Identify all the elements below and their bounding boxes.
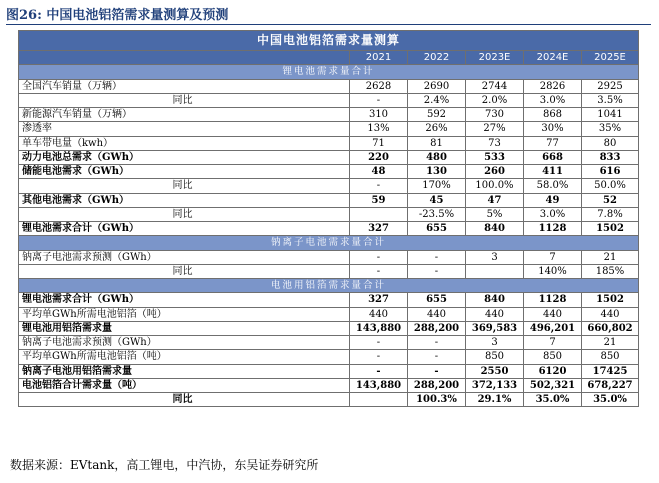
table-cell: -: [408, 364, 466, 378]
table-cell: -: [408, 336, 466, 350]
table-cell: 81: [408, 136, 466, 150]
table-cell: 260: [466, 165, 524, 179]
table-cell: 440: [524, 307, 582, 321]
table-row: [19, 393, 639, 407]
table-cell: 17425: [582, 364, 639, 378]
table-cell: 170%: [408, 179, 466, 193]
table-cell: 592: [408, 108, 466, 122]
table-row: [19, 250, 639, 264]
table-cell: 616: [582, 165, 639, 179]
section-header-row: [19, 236, 639, 250]
table-cell: -: [408, 264, 466, 278]
year-header: 2022: [408, 51, 466, 65]
table-row: [19, 193, 639, 207]
table-cell: -: [350, 264, 408, 278]
row-label: 平均单GWh所需电池铝箔（吨）: [19, 307, 350, 321]
table-cell: [466, 264, 524, 278]
row-label: 新能源汽车销量（万辆）: [19, 108, 350, 122]
table-cell: 220: [350, 150, 408, 164]
year-header-blank: [19, 51, 350, 65]
table-row: [19, 136, 639, 150]
table-cell: 100.0%: [466, 179, 524, 193]
table-cell: 369,583: [466, 321, 524, 335]
table-cell: 143,880: [350, 321, 408, 335]
table-cell: 2550: [466, 364, 524, 378]
year-header: 2024E: [524, 51, 582, 65]
row-label: 平均单GWh所需电池铝箔（吨）: [19, 350, 350, 364]
table-cell: -: [350, 336, 408, 350]
table-cell: 3: [466, 250, 524, 264]
table-row: [19, 307, 639, 321]
section-header-row: [19, 65, 639, 79]
table-cell: 2628: [350, 79, 408, 93]
table-cell: 310: [350, 108, 408, 122]
row-label: 同比: [19, 264, 350, 278]
table-cell: 80: [582, 136, 639, 150]
table-cell: -: [350, 250, 408, 264]
year-header: 2021: [350, 51, 408, 65]
table-cell: 840: [466, 293, 524, 307]
year-header: 2025E: [582, 51, 639, 65]
table-row: [19, 336, 639, 350]
table-cell: 35%: [582, 122, 639, 136]
table-cell: 3.0%: [524, 93, 582, 107]
table-cell: 29.1%: [466, 393, 524, 407]
row-label: 同比: [19, 179, 350, 193]
forecast-table: [18, 30, 639, 407]
table-cell: 26%: [408, 122, 466, 136]
table-cell: 1041: [582, 108, 639, 122]
table-cell: 58.0%: [524, 179, 582, 193]
table-row: [19, 293, 639, 307]
table-row: [19, 179, 639, 193]
table-cell: 52: [582, 193, 639, 207]
table-cell: 840: [466, 222, 524, 236]
row-label: 电池铝箔合计需求量（吨）: [19, 378, 350, 392]
table-cell: 21: [582, 336, 639, 350]
table-cell: 2925: [582, 79, 639, 93]
table-cell: 288,200: [408, 378, 466, 392]
year-header-row: [19, 51, 639, 65]
table-row: [19, 264, 639, 278]
table-cell: 327: [350, 222, 408, 236]
section-header-row: [19, 279, 639, 293]
table-cell: [350, 393, 408, 407]
row-label: 同比: [19, 207, 350, 221]
table-cell: 48: [350, 165, 408, 179]
table-cell: 2.4%: [408, 93, 466, 107]
table-row: [19, 207, 639, 221]
row-label: 锂电池用铝箔需求量: [19, 321, 350, 335]
table-row: [19, 378, 639, 392]
table-cell: 130: [408, 165, 466, 179]
table-row: [19, 321, 639, 335]
table-cell: 868: [524, 108, 582, 122]
year-header: 2023E: [466, 51, 524, 65]
table-cell: 7: [524, 336, 582, 350]
table-row: [19, 165, 639, 179]
table-cell: 7.8%: [582, 207, 639, 221]
figure-title: 图26: 中国电池铝箔需求量测算及预测: [6, 8, 229, 23]
section-header: 电池用铝箔需求量合计: [19, 279, 639, 293]
row-label: 锂电池需求合计（GWh）: [19, 222, 350, 236]
row-label: 储能电池需求（GWh）: [19, 165, 350, 179]
table-cell: 6120: [524, 364, 582, 378]
table-cell: 5%: [466, 207, 524, 221]
table-cell: -: [350, 93, 408, 107]
table-cell: 850: [524, 350, 582, 364]
table-cell: 3.0%: [524, 207, 582, 221]
table-cell: 50.0%: [582, 179, 639, 193]
section-header: 钠离子电池需求量合计: [19, 236, 639, 250]
table-cell: 2.0%: [466, 93, 524, 107]
table-cell: -: [408, 350, 466, 364]
table-cell: 7: [524, 250, 582, 264]
row-label: 钠离子电池需求预测（GWh）: [19, 250, 350, 264]
table-cell: 655: [408, 293, 466, 307]
table-cell: 533: [466, 150, 524, 164]
table-cell: -: [408, 250, 466, 264]
table-cell: 3.5%: [582, 93, 639, 107]
table-cell: 660,802: [582, 321, 639, 335]
table-cell: 327: [350, 293, 408, 307]
table-cell: 288,200: [408, 321, 466, 335]
table-cell: 440: [408, 307, 466, 321]
table-cell: 1502: [582, 293, 639, 307]
table-cell: 21: [582, 250, 639, 264]
row-label: 全国汽车销量（万辆）: [19, 79, 350, 93]
title-divider: [6, 24, 651, 25]
table-cell: -23.5%: [408, 207, 466, 221]
row-label: 锂电池需求合计（GWh）: [19, 293, 350, 307]
row-label: 动力电池总需求（GWh）: [19, 150, 350, 164]
table-cell: -: [350, 350, 408, 364]
table-cell: 2690: [408, 79, 466, 93]
table-cell: 496,201: [524, 321, 582, 335]
table-cell: 13%: [350, 122, 408, 136]
row-label: 渗透率: [19, 122, 350, 136]
table-title: 中国电池铝箔需求量测算: [19, 31, 639, 51]
table-cell: 440: [466, 307, 524, 321]
table-cell: 411: [524, 165, 582, 179]
table-cell: 49: [524, 193, 582, 207]
table-row: [19, 79, 639, 93]
table-cell: 480: [408, 150, 466, 164]
table-cell: 372,133: [466, 378, 524, 392]
table-cell: 100.3%: [408, 393, 466, 407]
table-cell: 45: [408, 193, 466, 207]
table-cell: 27%: [466, 122, 524, 136]
table-cell: 678,227: [582, 378, 639, 392]
table-cell: 47: [466, 193, 524, 207]
row-label: 钠离子电池需求预测（GWh）: [19, 336, 350, 350]
row-label: 单车带电量（kwh）: [19, 136, 350, 150]
table-cell: 502,321: [524, 378, 582, 392]
table-cell: 3: [466, 336, 524, 350]
table-cell: 1502: [582, 222, 639, 236]
table-row: [19, 122, 639, 136]
table-cell: 655: [408, 222, 466, 236]
source-note: 数据来源：EVtank，高工锂电，中汽协，东吴证券研究所: [10, 458, 319, 472]
table-cell: 440: [582, 307, 639, 321]
table-cell: 730: [466, 108, 524, 122]
table-row: [19, 108, 639, 122]
table-cell: 140%: [524, 264, 582, 278]
table-cell: 833: [582, 150, 639, 164]
table-cell: 73: [466, 136, 524, 150]
table-cell: 1128: [524, 293, 582, 307]
row-label: 其他电池需求（GWh）: [19, 193, 350, 207]
row-label: 同比: [19, 393, 350, 407]
table-cell: 59: [350, 193, 408, 207]
table-row: [19, 93, 639, 107]
table-row: [19, 222, 639, 236]
table-cell: 668: [524, 150, 582, 164]
table-cell: 1128: [524, 222, 582, 236]
table-title-row: [19, 31, 639, 51]
row-label: 钠离子电池用铝箔需求量: [19, 364, 350, 378]
table-cell: 35.0%: [582, 393, 639, 407]
table-cell: 143,880: [350, 378, 408, 392]
table-cell: -: [350, 364, 408, 378]
table-cell: [350, 207, 408, 221]
table-cell: 2744: [466, 79, 524, 93]
table-row: [19, 364, 639, 378]
table-cell: 185%: [582, 264, 639, 278]
table-cell: -: [350, 179, 408, 193]
table-cell: 77: [524, 136, 582, 150]
table-cell: 850: [466, 350, 524, 364]
table-cell: 440: [350, 307, 408, 321]
table-cell: 2826: [524, 79, 582, 93]
table-cell: 850: [582, 350, 639, 364]
table-cell: 71: [350, 136, 408, 150]
section-header: 锂电池需求量合计: [19, 65, 639, 79]
table-cell: 35.0%: [524, 393, 582, 407]
table-row: [19, 350, 639, 364]
row-label: 同比: [19, 93, 350, 107]
table-row: [19, 150, 639, 164]
table-cell: 30%: [524, 122, 582, 136]
